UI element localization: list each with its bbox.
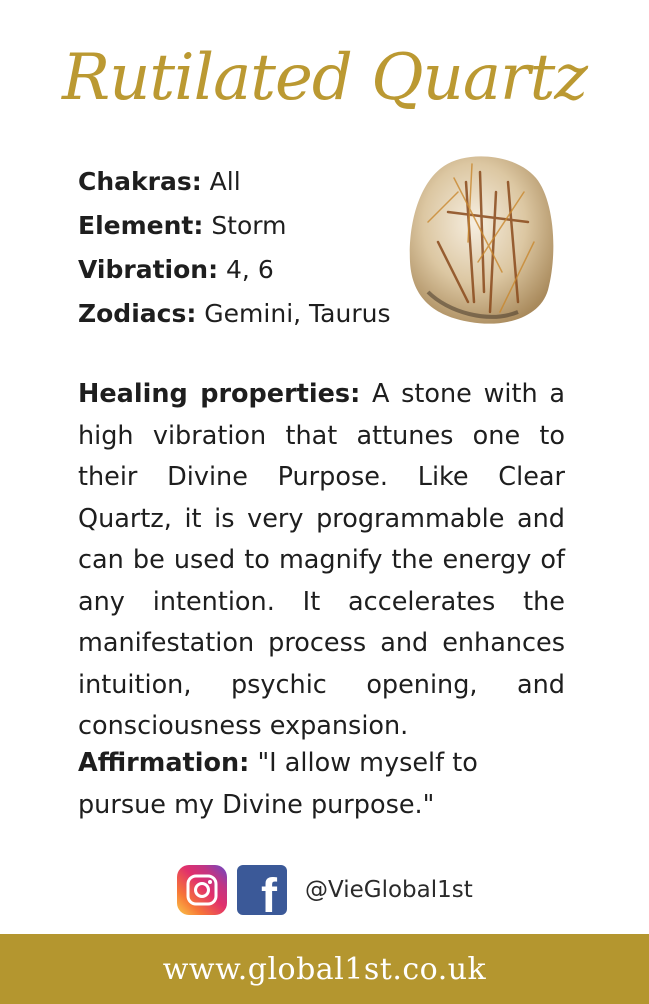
social-links <box>177 864 473 916</box>
rutilated-quartz-stone-image <box>408 152 556 328</box>
zodiacs-row <box>78 292 390 336</box>
healing-text: A stone with a high vibration that attunes one to their Divine Purpose. Like Clear Quartz, it is very programmable and can be used to magnify the energy of any intention. It accelerates the manifestation process and enhances intuition, psychic opening, and consciousness expansion. <box>78 379 565 741</box>
affirmation-label: Affirmation: <box>78 748 250 778</box>
healing-label: Healing properties: <box>78 379 361 409</box>
chakras-label: Chakras: <box>78 167 202 196</box>
chakras-row <box>78 160 390 204</box>
element-label: Element: <box>78 211 204 240</box>
element-value: Storm <box>211 211 287 240</box>
zodiacs-value: Gemini, Taurus <box>204 299 391 328</box>
affirmation-text: "I allow myself to pursue my Divine purpose." <box>78 748 478 820</box>
affirmation <box>78 743 565 826</box>
card-title: Rutilated Quartz <box>62 41 587 115</box>
element-row <box>78 204 390 248</box>
healing-properties <box>78 374 565 748</box>
footer-bar <box>0 934 649 1004</box>
stone-attributes <box>78 160 390 336</box>
zodiacs-label: Zodiacs: <box>78 299 197 328</box>
vibration-label: Vibration: <box>78 255 219 284</box>
vibration-value: 4, 6 <box>226 255 274 284</box>
facebook-icon[interactable]: f <box>237 865 287 915</box>
chakras-value: All <box>209 167 241 196</box>
website-link[interactable]: www.global1st.co.uk <box>162 951 487 987</box>
vibration-row <box>78 248 390 292</box>
social-handle[interactable]: @VieGlobal1st <box>305 877 473 903</box>
instagram-icon[interactable] <box>177 865 227 915</box>
